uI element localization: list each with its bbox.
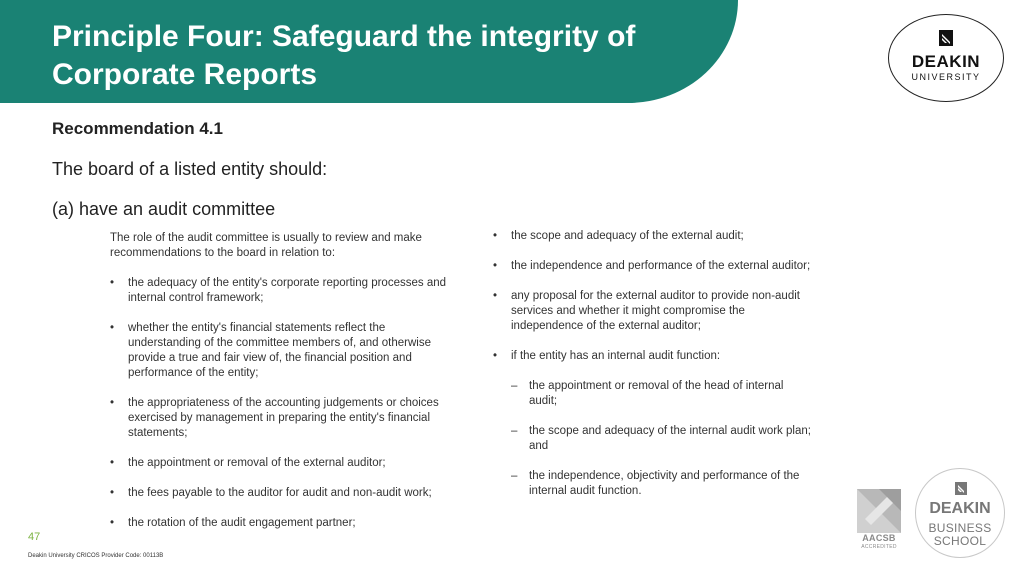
audit-role-left-column (110, 231, 450, 546)
aacsb-accredited-label: ACCREDITED (861, 544, 897, 550)
deakin-business-school-logo (915, 468, 1005, 558)
sub-list-item: – the scope and adequacy of the internal audit work plan; and (511, 424, 813, 454)
audit-role-lead: The role of the audit committee is usually to review and make recommendations to the board in relation to: (110, 232, 422, 259)
sub-list-item: – the appointment or removal of the head of internal audit; (511, 379, 813, 409)
list-item: • the rotation of the audit engagement partner; (110, 516, 450, 531)
aacsb-emblem-icon (857, 489, 901, 533)
item-a-text: (a) have an audit committee (52, 199, 276, 219)
deakin-emblem-icon (936, 29, 956, 47)
deakin-university-logo (888, 14, 1004, 102)
logo-subtitle: UNIVERSITY (911, 72, 981, 82)
logo-wordmark: DEAKIN (911, 52, 981, 71)
list-item: • any proposal for the external auditor to provide non-audit services and whether it might compromise the independence of the external auditor; (493, 289, 813, 334)
internal-audit-sub-list (493, 379, 813, 499)
left-bullet-list (110, 276, 450, 531)
list-item: • the appropriateness of the accounting judgements or choices exercised by management in preparing the entity's financial statements; (110, 396, 450, 441)
list-item: • if the entity has an internal audit function: (493, 349, 813, 364)
dbs-school-label: SCHOOL (933, 534, 987, 548)
list-item: • the independence and performance of the external auditor; (493, 259, 813, 274)
list-item: • the scope and adequacy of the external audit; (493, 229, 813, 244)
recommendation-heading: Recommendation 4.1 (52, 119, 223, 138)
slide-title: Principle Four: Safeguard the integrity of Corporate Reports (52, 20, 636, 91)
intro-text: The board of a listed entity should: (52, 159, 328, 179)
audit-role-right-column (493, 229, 813, 514)
sub-list-item: – the independence, objectivity and performance of the internal audit function. (511, 469, 813, 499)
list-item: • the appointment or removal of the external auditor; (110, 456, 450, 471)
right-bullet-list (493, 229, 813, 364)
deakin-emblem-icon (953, 481, 969, 496)
dbs-wordmark: DEAKIN (929, 500, 991, 517)
aacsb-name: AACSB (862, 533, 896, 543)
dbs-business-label: BUSINESS (928, 521, 992, 535)
list-item: • the fees payable to the auditor for audit and non-audit work; (110, 486, 450, 501)
cricos-footer: Deakin University CRICOS Provider Code: 00113B (28, 553, 164, 559)
list-item: • whether the entity's financial statements reflect the understanding of the committee members of, and otherwise provide a true and fair view of, the financial position and performance of the entity; (110, 321, 450, 381)
page-number: 47 (28, 531, 41, 543)
aacsb-accredited-logo (856, 489, 902, 549)
list-item: • the adequacy of the entity's corporate reporting processes and internal control framework; (110, 276, 450, 306)
